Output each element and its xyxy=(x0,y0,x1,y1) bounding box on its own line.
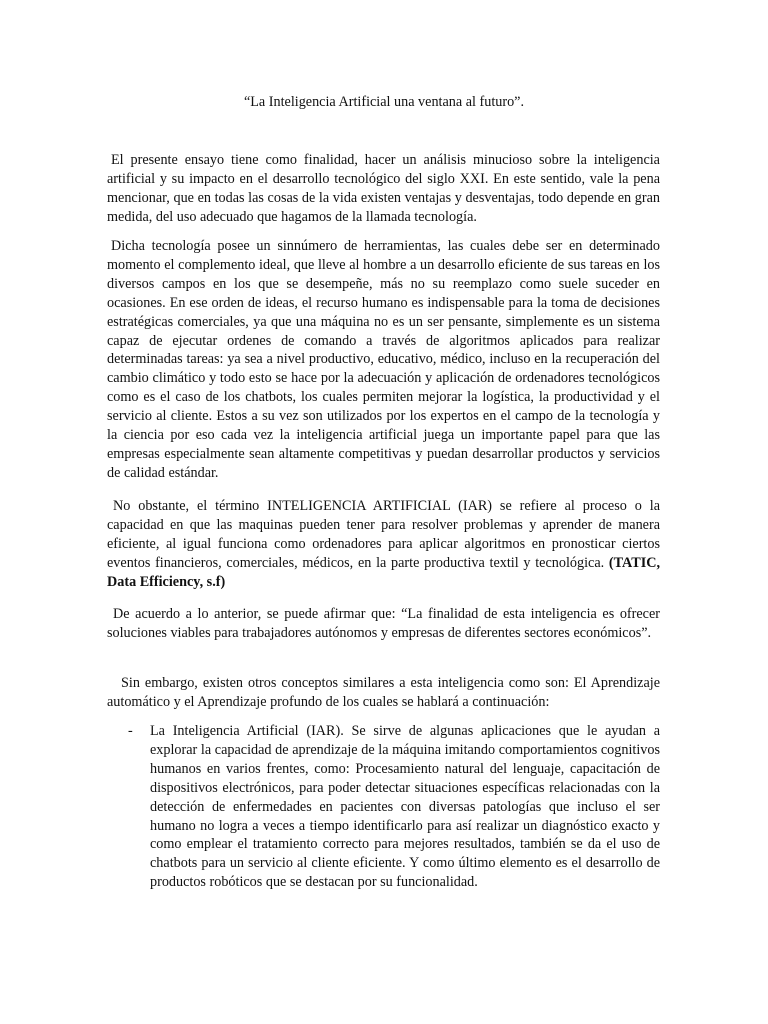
document-title: “La Inteligencia Artificial una ventana al futuro”. xyxy=(243,94,525,110)
paragraph-technology: Dicha tecnología posee un sinnúmero de herramientas, las cuales debe ser en determinado momento el complemento ideal, que lleve al hombre a un desarrollo eficiente de sus tareas en los diversos campos en los que se desempeñe, más no su reemplazo como suele suceder en ocasiones. En ese orden de ideas, el recurso humano es indispensable para la toma de decisiones estratégicas comerciales, ya que una máquina no es un ser pensante, simplemente es un sistema capaz de ejecutar ordenes de comando a través de algoritmos aplicados para realizar determinadas tareas: ya sea a nivel productivo, educativo, médico, incluso en la recuperación del cambio climático y todo esto se hace por la adecuación y aplicación de ordenadores tecnológicos como es el caso de los chatbots, los cuales permiten mejorar la logística, la productividad y el servicio al cliente. Estos a su vez son utilizados por los expertos en el campo de la tecnología y la ciencia por eso cada vez la inteligencia artificial juega un importante papel para que las empresas especialmente sean altamente competitivas y puedan desarrollar productos y servicios de calidad estándar. xyxy=(107,238,660,481)
list-item-text: La Inteligencia Artificial (IAR). Se sirve de algunas aplicaciones que le ayudan a explorar la capacidad de aprendizaje de la máquina imitando comportamientos cognitivos humanos en varios frentes, como: Procesamiento natural del lenguaje, capacitación de dispositivos electrónicos, para poder detectar situaciones específicas relacionadas con la detección de enfermedades en pacientes con diversas patologías que incluso el ser humano no logra a veces a tiempo identificarlo para así realizar un diagnóstico exacto y como emplear el tratamiento correcto para mejores resultados, también se da el uso de chatbots para un servicio al cliente eficiente. Y como último elemento es el desarrollo de productos robóticos que se destacan por su funcionalidad. xyxy=(150,723,660,891)
paragraph-concepts: Sin embargo, existen otros conceptos similares a esta inteligencia como son: El Aprendizaje automático y el Aprendizaje profundo de los cuales se hablará a continuación: xyxy=(107,675,660,710)
paragraph-quote: De acuerdo a lo anterior, se puede afirmar que: “La finalidad de esta inteligencia es ofrecer soluciones viables para trabajadores autónomos y empresas de diferentes sectores económicos”. xyxy=(107,606,660,641)
paragraph-intro: El presente ensayo tiene como finalidad, hacer un análisis minucioso sobre la inteligencia artificial y su impacto en el desarrollo tecnológico del siglo XXI. En este sentido, vale la pena mencionar, que en todas las cosas de la vida existen ventajas y desventajas, todo depende en gran medida, del uso adecuado que hagamos de la llamada tecnología. xyxy=(107,152,660,225)
list-bullet: - xyxy=(128,723,133,739)
citation: (TATIC, Data Efficiency, s.f) xyxy=(107,554,661,590)
paragraph-definition xyxy=(107,497,660,592)
paragraph-definition-text: No obstante, el término INTELIGENCIA ARTIFICIAL (IAR) se refiere al proceso o la capacidad en que las maquinas pueden tener para resolver problemas y aprender de manera eficiente, al igual funciona como ordenadores para aplicar algoritmos en pronosticar ciertos eventos financieros, comerciales, médicos, en la parte productiva textil y tecnológica. xyxy=(107,498,660,571)
